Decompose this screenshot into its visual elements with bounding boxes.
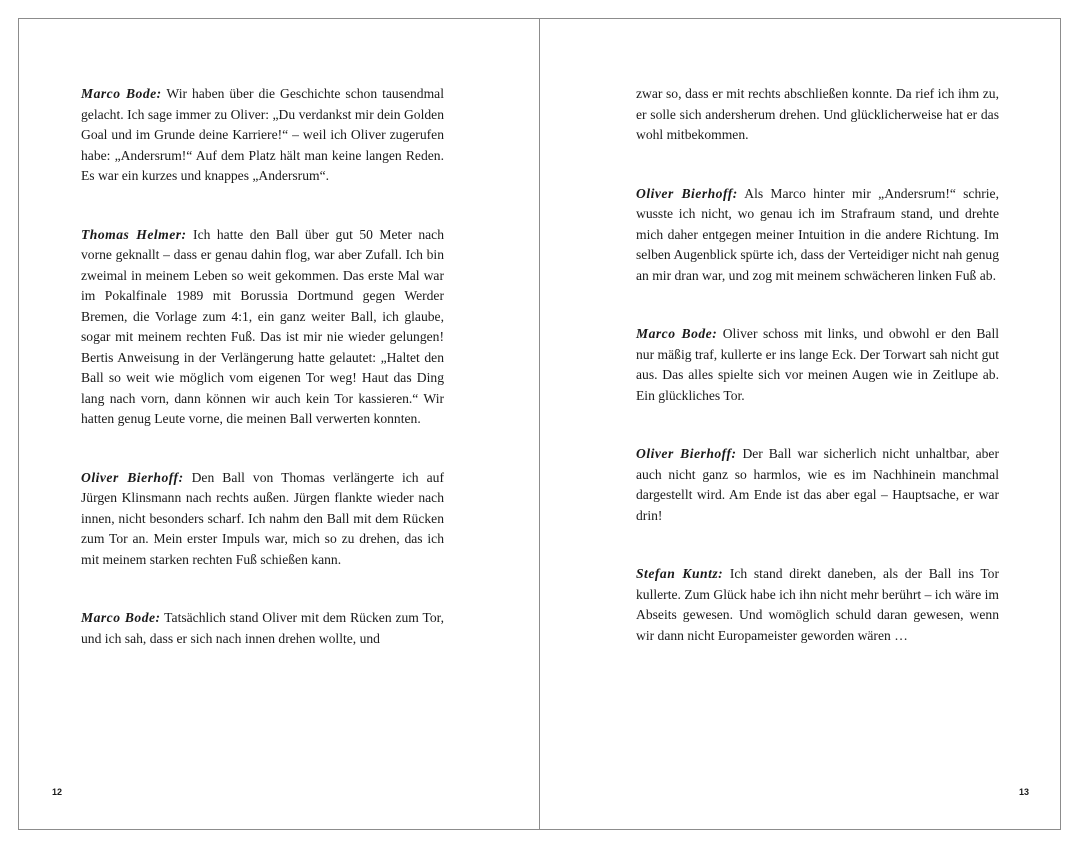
speaker-name: Oliver Bierhoff: <box>636 446 737 461</box>
speaker-name: Stefan Kuntz: <box>636 566 724 581</box>
paragraph <box>636 324 999 406</box>
paragraph-text: Den Ball von Thomas verlängerte ich auf Jürgen Klinsmann nach rechts außen. Jürgen flankte wieder nach innen, nicht besonders scharf. Ich nahm den Ball mit dem Rücken zum Tor an. Mein erster Impuls war, mich so zu drehen, das ich mit meinem starken rechten Fuß schießen kann. <box>81 469 444 567</box>
speaker-name: Thomas Helmer: <box>81 226 187 242</box>
right-page-body <box>636 84 999 684</box>
paragraph-text: Der Ball war sicherlich nicht unhaltbar, aber auch nicht ganz so harmlos, wie es im Nachhinein manchmal dargestellt wird. Am Ende ist das aber egal – Hauptsache, er war drin! <box>636 446 999 523</box>
paragraph-text: Oliver schoss mit links, und obwohl er den Ball nur mäßig traf, kullerte er ins lange Eck. Der Torwart sah nicht gut aus. Das alles spielte sich vor meinen Augen wie in Zeitlupe ab. Ein glückliches Tor. <box>636 326 999 403</box>
left-page-body <box>81 84 444 687</box>
paragraph <box>636 84 999 146</box>
paragraph-text: Wir haben über die Geschichte schon tausendmal gelacht. Ich sage immer zu Oliver: „Du verdankst mir dein Golden Goal und im Grunde deine Karriere!“ – weil ich Oliver zugerufen habe: „Andersrum!“ Auf dem Platz hält man keine langen Reden. Es war ein kurzes und knappes „Andersrum“. <box>81 86 444 183</box>
paragraph <box>636 184 999 287</box>
speaker-name: Oliver Bierhoff: <box>636 185 738 201</box>
speaker-name: Marco Bode: <box>636 326 718 341</box>
speaker-name: Marco Bode: <box>81 610 161 625</box>
paragraph <box>636 444 999 526</box>
paragraph-text: Als Marco hinter mir „Andersrum!“ schrie, wusste ich nicht, wo genau ich im Strafraum stand, und drehte mich daher entgegen meiner Intuition in die andere Richtung. Im selben Augenblick spürte ich, dass der Verteidiger nicht nah genug an mir dran war, und zog mit meinem schwächeren linken Fuß ab. <box>636 185 999 283</box>
page-number-right: 13 <box>1019 787 1030 797</box>
paragraph-text: Ich stand direkt daneben, als der Ball ins Tor kullerte. Zum Glück habe ich ihn nicht mehr berührt – ich wäre im Abseits gewesen. Und womöglich schuld daran gewesen, wenn wir dann nicht Europameister geworden wären … <box>636 566 999 643</box>
paragraph-text: zwar so, dass er mit rechts abschließen konnte. Da rief ich ihm zu, er solle sich andersherum drehen. Und glücklicherweise hat er das wohl mitbekommen. <box>636 86 999 142</box>
paragraph-text: Tatsächlich stand Oliver mit dem Rücken zum Tor, und ich sah, dass er sich nach innen drehen wollte, und <box>81 610 445 646</box>
paragraph <box>81 225 444 430</box>
paragraph-text: Ich hatte den Ball über gut 50 Meter nach vorne geknallt – dass er genau dahin flog, war aber Zufall. Ich bin zweimal in meinem Leben so weit gekommen. Das erste Mal war im Pokalfinale 1989 mit Borussia Dortmund gegen Werder Bremen, die Vorlage zum 4:1, ein ganz weiter Ball, ich glaube, sogar mit meinem rechten Fuß. Das ist mir nie wieder gelungen! Bertis Anweisung in der Verlängerung hatte gelautet: „Haltet den Ball so weit wie möglich vom eigenen Tor weg! Haut das Ding lang nach vorn, dann können wir auch kein Tor kassieren.“ Wir hatten genug Leute vorne, die meinen Ball verwerten konnten. <box>81 226 444 426</box>
speaker-name: Oliver Bierhoff: <box>81 469 184 485</box>
page-gutter-divider <box>539 18 540 830</box>
speaker-name: Marco Bode: <box>81 86 162 101</box>
paragraph <box>81 608 444 649</box>
paragraph <box>81 84 444 187</box>
paragraph <box>636 564 999 646</box>
page-number-left: 12 <box>52 787 63 797</box>
paragraph <box>81 468 444 571</box>
